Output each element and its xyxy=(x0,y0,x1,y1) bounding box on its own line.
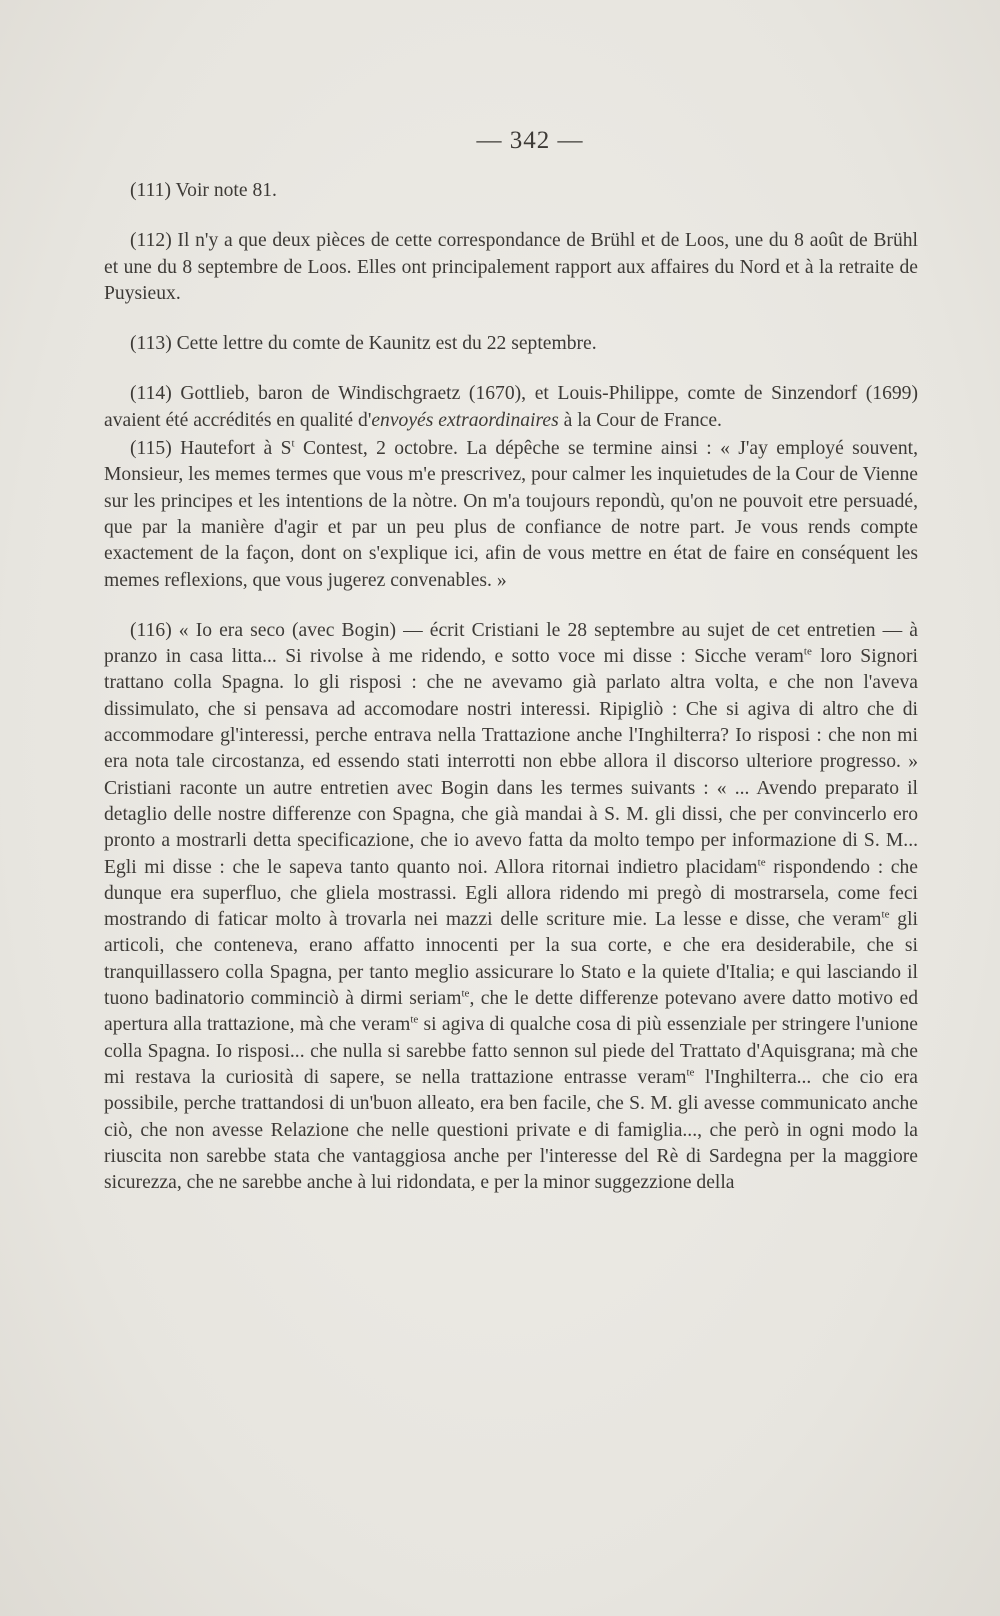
note-116-part-7: l'Inghilterra... che cio era possibile, perche trattandosi di un'buon alleato, era ben facile, che S. M. gli avesse communicato anche ciò, che non avesse Relazione che nelle questioni private e di famiglia..., che però in ogni modo la riuscita non sarebbe stata che vantaggiosa anche per l'interesse del Rè di Sardegna per la maggiore sicurezza, che ne sarebbe anche à lui ridondata, e per la minor suggezzione della xyxy=(104,1066,918,1194)
note-114-text: (114) Gottlieb, baron de Windischgraetz (1670), et Louis-Philippe, comte de Sinzendorf (1699) avaient été accrédités en qualité d' xyxy=(104,383,918,431)
note-114-italic: envoyés extraordinaires xyxy=(371,409,559,431)
note-116-part-4: gli articoli, che conteneva, erano affatto innocenti per la sua corte, e che era desiderabile, che si tranquillassero colla Spagna, per tanto meglio assicurare lo Stato e la quiete d'Italia; e qui lasciando il tuono badinatorio comminciò à dirmi seriam xyxy=(104,909,918,1010)
note-114-end: à la Cour de France. xyxy=(558,409,722,431)
page-number: — 342 — xyxy=(476,127,584,154)
superscript: te xyxy=(686,1066,695,1079)
note-113: (113) Cette lettre du comte de Kaunitz est du 22 septembre. xyxy=(130,333,597,355)
superscript: te xyxy=(881,908,890,921)
superscript: te xyxy=(757,856,766,868)
note-116-part-5: , che le dette differenze potevano avere datto motivo ed apertura alla trattazione, mà che veram xyxy=(104,988,918,1036)
note-116-part-2: loro Signori trattano colla Spagna. lo gli risposi : che ne avevamo già parlato altra volta, e che non l'aveva dissimulato, che si pensava ad accomodare nostri interessi. Ripigliò : Che si agiva di altro che di accommodare gl'interessi, perche entrava nella Trattazione anche l'Inghilterra? Io risposi : che non mi era nota tale circostanza, ed essendo stati interrotti non ebbe allora il discorso ulteriore progresso. » Cristiani raconte un autre entretien avec Bogin dans les termes suivants : « ... Avendo preparato il detaglio delle nostre differenze con Spagna, che già mandai à S. M. gli dissi, che per convincerlo ero pronto a mostrarli detta specificazione, che io avevo fatta da molto tempo per informazione di S. M... Egli mi disse : che le sapeva tanto quanto noi. Allora ritornai indietro placidam xyxy=(104,646,918,878)
note-112: (112) Il n'y a que deux pièces de cette correspondance de Brühl et de Loos, une du 8 août de Brühl et une du 8 septembre de Loos. Elles ont principalement rapport aux affaires du Nord et à la retraite de Puysieux. xyxy=(104,230,918,304)
note-115 xyxy=(104,436,918,594)
footnotes-body xyxy=(104,178,918,1196)
note-116-part-1: (116) « Io era seco (avec Bogin) — écrit Cristiani le 28 septembre au sujet de cet entretien — à pranzo in casa litta... Si rivolse à me ridendo, e sotto voce mi disse : Sicche veram xyxy=(104,619,918,668)
note-111: (111) Voir note 81. xyxy=(130,180,277,201)
superscript: te xyxy=(410,1013,419,1026)
note-115-rest: Contest, 2 octobre. La dépêche se termine ainsi : « J'ay employé souvent, Monsieur, les memes termes que vous m'e prescrivez, pour calmer les inquietudes de la Cour de Vienne sur les principes et les intentions de la nòtre. On m'a toujours repondù, qu'on ne pouvoit etre persuadé, que par la manière d'agir et par un peu plus de confiance de notre part. Je vous rends compte exactement de la façon, dont on s'explique ici, afin de vous mettre en état de faire en conséquent les memes reflexions, que vous jugerez convenables. » xyxy=(104,438,918,591)
note-115-text: (115) Hautefort à S xyxy=(130,438,292,460)
superscript: t xyxy=(291,437,295,450)
note-116-part-3: rispondendo : che dunque era superfluo, che gliela mostrassi. Egli allora ridendo mi pregò di mostrarsela, come feci mostrando di faticar molto à trovarla nei mazzi delle scriture mie. La lesse e disse, che veram xyxy=(104,856,918,931)
superscript: te xyxy=(803,645,812,658)
superscript: te xyxy=(461,987,470,1000)
note-116 xyxy=(104,618,918,1197)
note-116-part-6: si agiva di qualche cosa di più essenziale per stringere l'unione colla Spagna. Io risposi... che nulla si sarebbe fatto sennon sul piede del Trattato d'Aquisgrana; mà che mi restava la curiosità di sapere, se nella trattazione entrasse veram xyxy=(104,1014,918,1088)
note-114 xyxy=(104,381,918,434)
